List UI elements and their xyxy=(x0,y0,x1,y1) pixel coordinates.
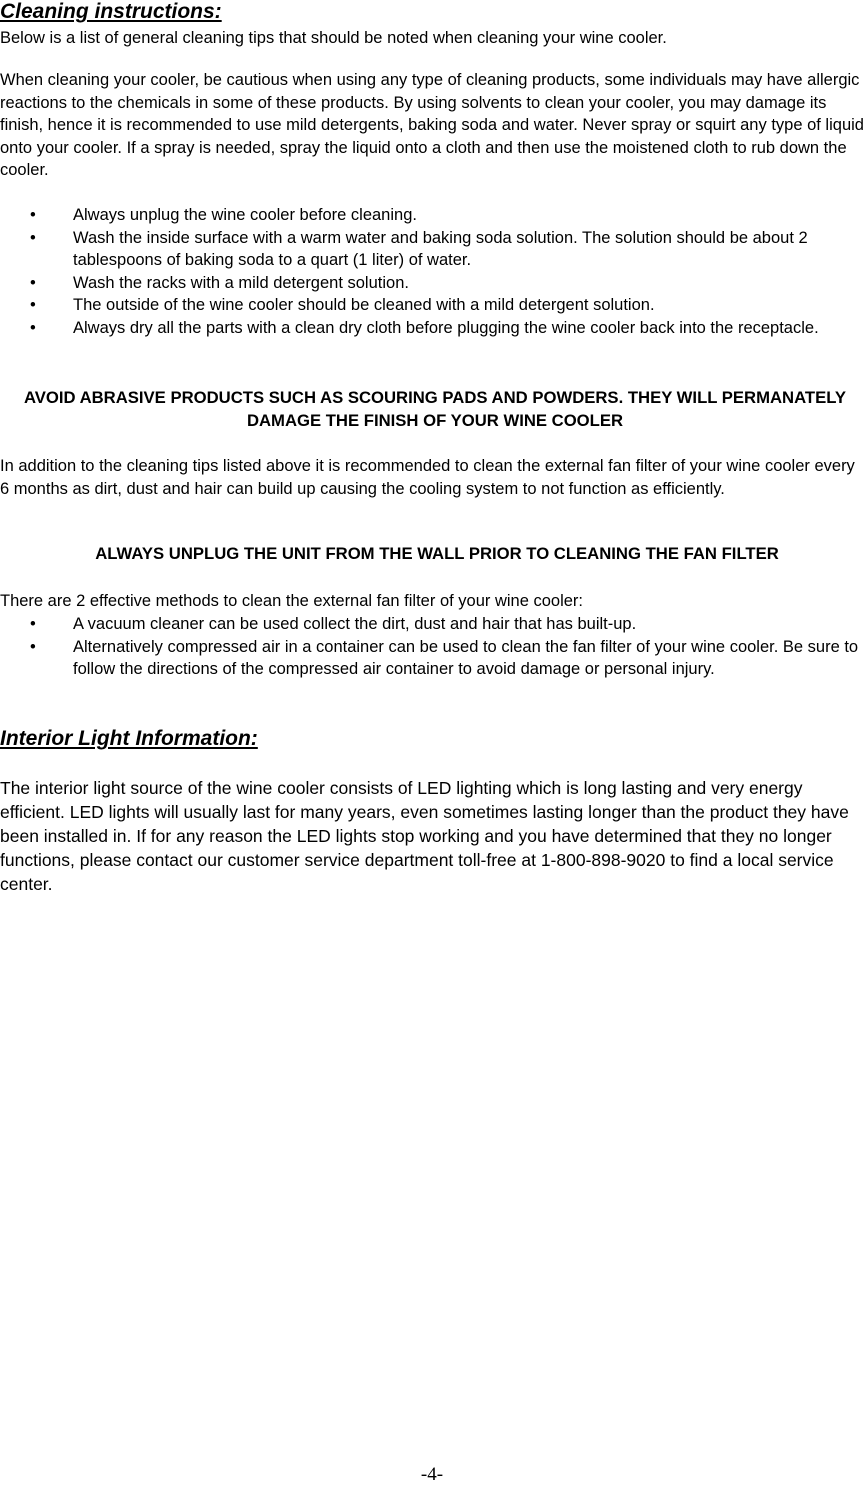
list-item xyxy=(0,613,864,636)
unplug-warning: ALWAYS UNPLUG THE UNIT FROM THE WALL PRIOR TO CLEANING THE FAN FILTER xyxy=(95,544,779,563)
list-item xyxy=(0,636,864,681)
cleaning-intro: Below is a list of general cleaning tips that should be noted when cleaning your wine cooler. xyxy=(0,29,667,47)
cleaning-caution-paragraph: When cleaning your cooler, be cautious when using any type of cleaning products, some individuals may have allergic reactions to the chemicals in some of these products. By using solvents to clean your cooler, you may damage its finish, hence it is recommended to use mild detergents, baking soda and water. Never spray or squirt any type of liquid onto your cooler. If a spray is needed, spray the liquid onto a cloth and then use the moistened cloth to rub down the cooler. xyxy=(0,71,864,180)
interior-light-paragraph: The interior light source of the wine cooler consists of LED lighting which is long lasting and very energy efficient. LED lights will usually last for many years, even sometimes lasting longer than the product they have been installed in. If for any reason the LED lights stop working and you have determined that they no longer functions, please contact our customer service department toll-free at 1-800-898-9020 to find a local service center. xyxy=(0,778,849,894)
tip-text: Wash the inside surface with a warm water and baking soda solution. The solution should be about 2 tablespoons of baking soda to a quart (1 liter) of water. xyxy=(73,228,808,270)
abrasive-warning: AVOID ABRASIVE PRODUCTS SUCH AS SCOURING PADS AND POWDERS. THEY WILL PERMANATELY DAMAGE THE FINISH OF YOUR WINE COOLER xyxy=(23,388,847,430)
list-item xyxy=(0,227,864,272)
cleaning-heading: Cleaning instructions: xyxy=(0,0,222,23)
bullet-icon: • xyxy=(30,228,36,247)
tip-text: Always unplug the wine cooler before cleaning. xyxy=(73,206,417,224)
bullet-icon: • xyxy=(30,637,36,656)
list-item xyxy=(0,272,864,295)
bullet-icon: • xyxy=(30,615,36,633)
page-number: -4- xyxy=(420,1464,444,1485)
bullet-icon: • xyxy=(30,206,36,224)
cleaning-tips-list xyxy=(0,204,864,340)
filter-methods-list xyxy=(0,613,864,681)
list-item xyxy=(0,204,864,227)
bullet-icon: • xyxy=(30,273,36,292)
list-item xyxy=(0,294,864,317)
bullet-icon: • xyxy=(30,296,36,315)
list-item xyxy=(0,317,864,340)
tip-text: Wash the racks with a mild detergent solution. xyxy=(73,273,409,292)
fan-filter-paragraph: In addition to the cleaning tips listed above it is recommended to clean the external fan filter of your wine cooler every 6 months as dirt, dust and hair can build up causing the cooling system to not function as efficiently. xyxy=(0,457,855,498)
method-text: A vacuum cleaner can be used collect the dirt, dust and hair that has built-up. xyxy=(73,615,637,633)
interior-light-heading: Interior Light Information: xyxy=(0,727,258,750)
tip-text: The outside of the wine cooler should be cleaned with a mild detergent solution. xyxy=(73,296,655,315)
bullet-icon: • xyxy=(30,318,36,337)
methods-intro: There are 2 effective methods to clean the external fan filter of your wine cooler: xyxy=(0,592,584,610)
method-text: Alternatively compressed air in a container can be used to clean the fan filter of your wine cooler. Be sure to follow the directions of the compressed air container to avoid damage or personal injury. xyxy=(73,637,859,679)
tip-text: Always dry all the parts with a clean dry cloth before plugging the wine cooler back into the receptacle. xyxy=(73,318,819,337)
